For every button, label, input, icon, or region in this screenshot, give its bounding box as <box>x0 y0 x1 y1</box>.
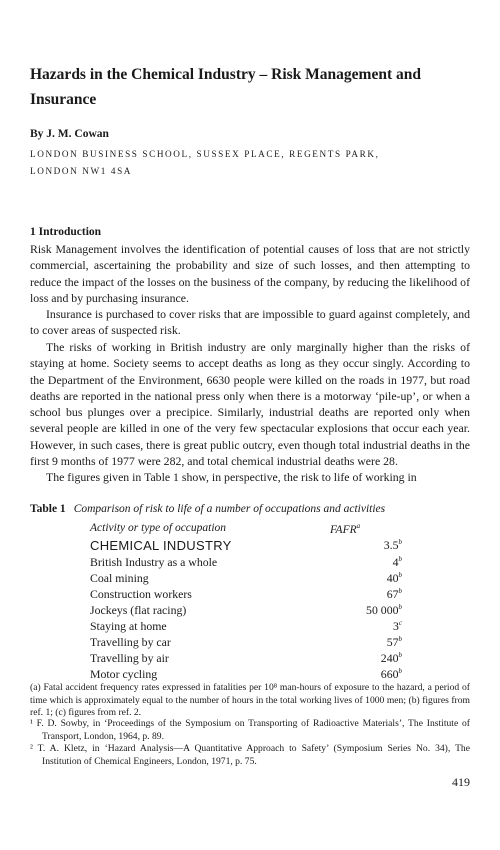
page-number: 419 <box>452 775 470 789</box>
table-row <box>90 538 402 554</box>
table-row <box>90 667 402 683</box>
table-description: Comparison of risk to life of a number of occupations and activities <box>73 503 386 515</box>
row-activity: CHEMICAL INDUSTRY <box>90 538 232 553</box>
row-value: 660$^b$ <box>380 667 402 681</box>
table-label: Table 1 <box>30 503 66 515</box>
article-title: Hazards in the Chemical Industry – Risk Management and Insurance <box>30 66 421 108</box>
reference-footnote-1: ¹ F. D. Sowby, in ‘Proceedings of the Symposium on Transporting of Radioactive Materials’, The Institute of Transport, London, 1964, p. 89. <box>30 718 470 742</box>
paragraph-4: The figures given in Table 1 show, in perspective, the risk to life of working in <box>46 470 417 484</box>
row-value: 240$^b$ <box>380 651 402 665</box>
table-header-fafr <box>330 522 360 536</box>
table-row <box>90 651 402 667</box>
table-row <box>90 603 402 619</box>
row-value: 3$^c$ <box>392 619 402 633</box>
row-activity: British Industry as a whole <box>90 555 218 569</box>
row-value: 57$^b$ <box>386 635 402 649</box>
row-activity: Coal mining <box>90 571 149 585</box>
reference-footnote-2: ² T. A. Kletz, in ‘Hazard Analysis—A Quantitative Approach to Safety’ (Symposium Series No. 34), The Institution of Chemical Engineers, London, 1971, p. 75. <box>30 743 470 767</box>
table-footnote: (a) Fatal accident frequency rates expressed in fatalities per 10⁸ man-hours of exposure to the hazard, a period of time which is approximately equal to the number of hours in the total working lives of 1000 men; (b) figures from ref. 1; (c) figures from ref. 2. <box>30 682 470 718</box>
table-row <box>90 587 402 603</box>
paragraph-3: The risks of working in British industry are only marginally higher than the risks of staying at home. Society seems to accept deaths as long as they occur singly. According to the Department of the Environment, 6630 people were killed on the roads in 1977, but road deaths are reported in the national press only when there is a motorway ‘pile-up’, or when a school bus plunges over a precipice. Similarly, industrial deaths are reported only when several people are killed in one of the very few spectacular explosions that occur each year. However, in such cases, there is great public outcry, even though total industrial deaths in the first 9 months of 1977 were 282, and total chemical industrial deaths were 28. <box>30 340 470 469</box>
affiliation-line-2: LONDON NW1 4SA <box>30 166 133 176</box>
table-row <box>90 619 402 635</box>
row-activity: Construction workers <box>90 587 192 601</box>
row-value: 3.5$^b$ <box>383 538 402 552</box>
paragraph-2: Insurance is purchased to cover risks that are impossible to guard against completely, and to cover areas of suspected risk. <box>30 307 470 338</box>
row-value: 50 000$^b$ <box>366 603 402 617</box>
table-caption <box>30 503 470 515</box>
paragraph-1: Risk Management involves the identification of potential causes of loss that are not strictly commercial, ascertaining the probability and size of such losses, and then attempting to reduce the impact of the losses on the business of the company, by reducing the likelihood of loss and by purchasing insurance. <box>30 242 470 305</box>
author-line: By J. M. Cowan <box>30 128 109 140</box>
table-row <box>90 555 402 571</box>
table-row <box>90 571 402 587</box>
row-value: 40$^b$ <box>386 571 402 585</box>
section-heading: 1 Introduction <box>30 226 102 238</box>
table-row <box>90 635 402 651</box>
row-activity: Travelling by car <box>90 635 171 649</box>
row-activity: Jockeys (flat racing) <box>90 603 187 617</box>
row-value: 67$^b$ <box>386 587 402 601</box>
row-value: 4$^b$ <box>392 555 402 569</box>
row-activity: Travelling by air <box>90 651 169 665</box>
affiliation-line-1: LONDON BUSINESS SCHOOL, SUSSEX PLACE, REGENTS PARK, <box>30 149 380 159</box>
table-header-activity: Activity or type of occupation <box>90 522 227 534</box>
author-affiliation <box>30 146 470 180</box>
fafr-note-marker: a <box>356 522 361 530</box>
fafr-label: FAFR <box>330 523 357 536</box>
row-activity: Motor cycling <box>90 667 158 681</box>
row-activity: Staying at home <box>90 619 167 633</box>
